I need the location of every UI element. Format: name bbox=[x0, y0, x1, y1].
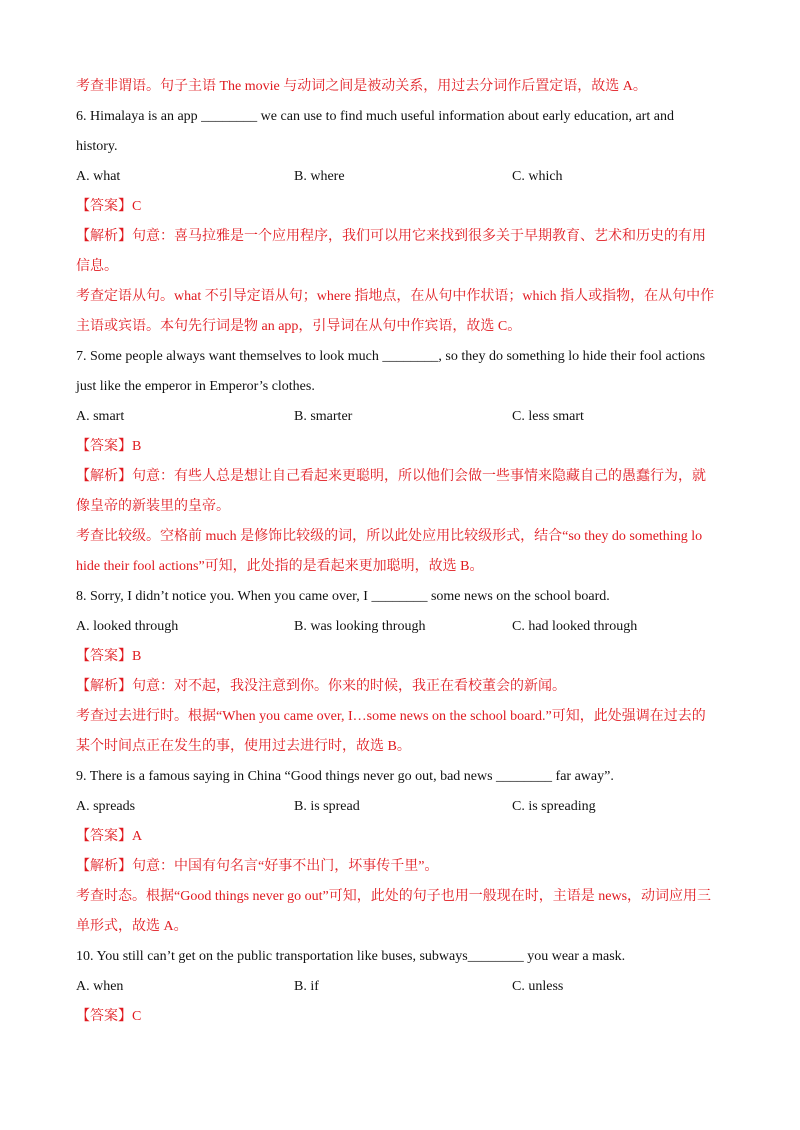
answer-options bbox=[76, 402, 726, 432]
analysis-text: 考查定语从句。what 不引导定语从句；where 指地点，在从句中作状语；which 指人或指物，在从句中作 bbox=[76, 289, 715, 304]
question-stem: history. bbox=[76, 139, 118, 154]
analysis-text: 【解析】句意：喜马拉雅是一个应用程序，我们可以用它来找到很多关于早期教育、艺术和历史的有用 bbox=[76, 229, 706, 244]
analysis-text: 【解析】句意：对不起，我没注意到你。你来的时候，我正在看校董会的新闻。 bbox=[76, 679, 566, 694]
option-a: A. what bbox=[76, 169, 121, 184]
analysis-text: 考查时态。根据“Good things never go out”可知，此处的句子也用一般现在时，主语是 news，动词应用三 bbox=[76, 889, 712, 904]
option-b: B. if bbox=[294, 979, 319, 994]
option-a: A. spreads bbox=[76, 799, 136, 814]
analysis-text: 【解析】句意：中国有句名言“好事不出门，坏事传千里”。 bbox=[76, 859, 439, 874]
analysis-text: 考查比较级。空格前 much 是修饰比较级的词，所以此处应用比较级形式，结合“so they do something lo bbox=[76, 529, 703, 544]
option-c: C. unless bbox=[512, 979, 564, 994]
answer-options bbox=[76, 612, 726, 642]
option-b: B. was looking through bbox=[294, 619, 426, 634]
question-stem: 7. Some people always want themselves to look much ________, so they do something lo hide their fool actions bbox=[76, 349, 706, 364]
option-a: A. smart bbox=[76, 409, 125, 424]
analysis-text: 信息。 bbox=[76, 259, 118, 274]
analysis-text: 单形式，故选 A。 bbox=[76, 919, 188, 934]
option-b: B. smarter bbox=[294, 409, 353, 424]
option-b: B. is spread bbox=[294, 799, 360, 814]
analysis-text: 考查过去进行时。根据“When you came over, I…some news on the school board.”可知，此处强调在过去的 bbox=[76, 709, 706, 724]
answer-options bbox=[76, 792, 726, 822]
answer-options bbox=[76, 162, 726, 192]
option-c: C. less smart bbox=[512, 409, 584, 424]
question-block bbox=[76, 762, 726, 942]
answer-options bbox=[76, 972, 726, 1002]
question-stem: 6. Himalaya is an app ________ we can use to find much useful information about early education, art and bbox=[76, 109, 674, 124]
answer-key: 【答案】C bbox=[76, 199, 142, 214]
question-block bbox=[76, 942, 726, 1032]
answer-key: 【答案】B bbox=[76, 649, 142, 664]
option-c: C. had looked through bbox=[512, 619, 638, 634]
option-c: C. which bbox=[512, 169, 563, 184]
answer-key: 【答案】A bbox=[76, 829, 143, 844]
option-a: A. when bbox=[76, 979, 124, 994]
intro-analysis: 考查非谓语。句子主语 The movie 与动词之间是被动关系，用过去分词作后置定语，故选 A。 bbox=[76, 79, 647, 94]
option-b: B. where bbox=[294, 169, 345, 184]
question-stem: just like the emperor in Emperor’s clothes. bbox=[76, 379, 315, 394]
question-list bbox=[76, 102, 726, 1032]
analysis-text: 【解析】句意：有些人总是想让自己看起来更聪明，所以他们会做一些事情来隐藏自己的愚蠢行为，就 bbox=[76, 469, 706, 484]
answer-key: 【答案】C bbox=[76, 1009, 142, 1024]
analysis-text: hide their fool actions”可知，此处指的是看起来更加聪明，故选 B。 bbox=[76, 559, 484, 574]
question-stem: 8. Sorry, I didn’t notice you. When you came over, I ________ some news on the school board. bbox=[76, 589, 610, 604]
analysis-text: 某个时间点正在发生的事，使用过去进行时，故选 B。 bbox=[76, 739, 411, 754]
question-block bbox=[76, 342, 726, 582]
answer-key: 【答案】B bbox=[76, 439, 142, 454]
question-stem: 9. There is a famous saying in China “Good things never go out, bad news ________ far away”. bbox=[76, 769, 614, 784]
analysis-text: 像皇帝的新装里的皇帝。 bbox=[76, 499, 230, 514]
option-a: A. looked through bbox=[76, 619, 179, 634]
analysis-text: 主语或宾语。本句先行词是物 an app，引导词在从句中作宾语，故选 C。 bbox=[76, 319, 522, 334]
question-stem: 10. You still can’t get on the public transportation like buses, subways________ you wear a mask. bbox=[76, 949, 626, 964]
question-block bbox=[76, 102, 726, 342]
option-c: C. is spreading bbox=[512, 799, 596, 814]
question-block bbox=[76, 582, 726, 762]
document-page bbox=[76, 72, 726, 1032]
